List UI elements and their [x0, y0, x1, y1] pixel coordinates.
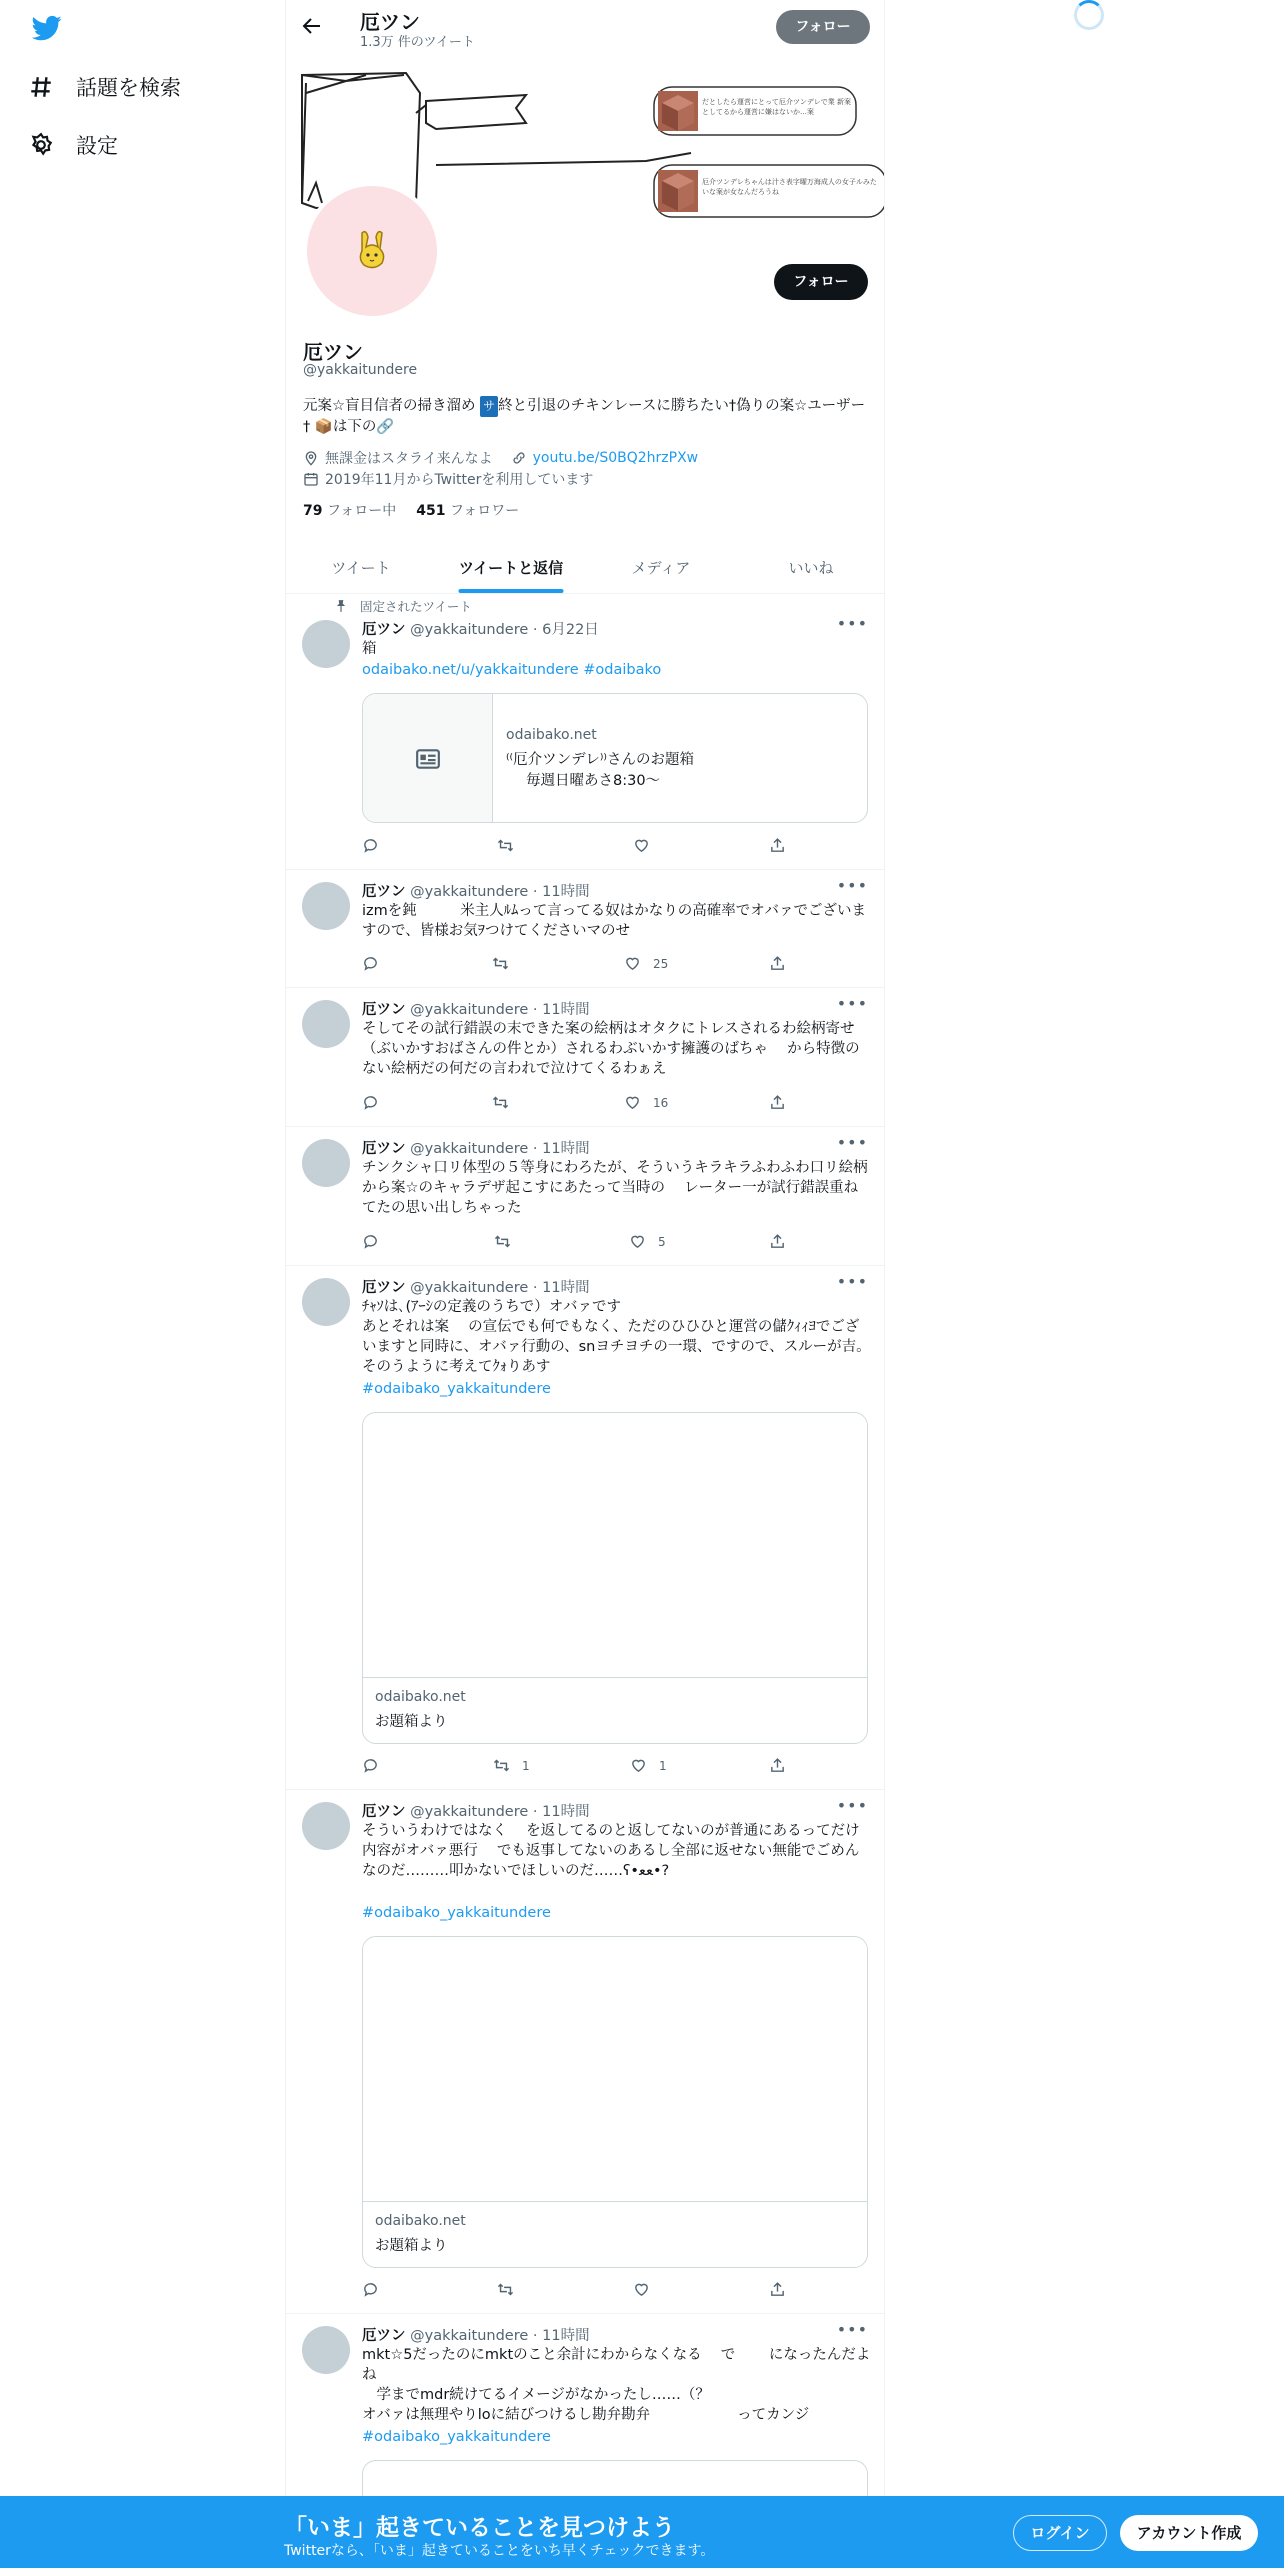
- heart-icon: [629, 1233, 646, 1250]
- header-follow-button[interactable]: フォロー: [776, 10, 870, 44]
- reply-icon: [362, 1757, 379, 1774]
- share-button[interactable]: [769, 1757, 786, 1774]
- nav-settings[interactable]: [28, 130, 118, 160]
- link-icon: [511, 450, 527, 466]
- tweet-text: ﾁｬｿは､(ｱｰｼの定義のうちで）オバァです あとそれは案 の宣伝でも何でもなく、ただのひひひと運営の儲ｸｨｨﾖでございますと同時に、オバァ行動の、snヨチヨチの一環、ですので、スルーが吉。そのうように考えてｸｫりあす: [362, 1299, 871, 1375]
- heart-icon: [630, 1757, 647, 1774]
- profile-bio: [303, 396, 871, 438]
- tweet-text: チンクシャ口リ体型の５等身にわろたが、そういうキラキラふわふわ口リ絵柄から案☆のキャラデザ起こすにあたって当時の レーター一が試行錯誤重ねてたの思い出しちゃった: [362, 1160, 868, 1216]
- profile-tabs: [286, 542, 885, 594]
- tweet-actions: [362, 837, 802, 855]
- location-pin-icon: [303, 450, 319, 466]
- signup-prompt-bar: [0, 2496, 1284, 2568]
- avatar-character-icon: [348, 227, 396, 275]
- tweet-hashtag-line: [362, 1379, 872, 1399]
- profile-joined: 2019年11月からTwitterを利用しています: [325, 472, 594, 488]
- retweet-icon: [492, 955, 509, 972]
- like-button[interactable]: [624, 1094, 668, 1111]
- retweet-button[interactable]: [493, 1757, 530, 1774]
- signup-headline: 「いま」起きていることを見つけよう: [284, 2515, 675, 2541]
- more-options-icon[interactable]: •••: [836, 1133, 868, 1152]
- bio-text-1: 元案☆盲目信者の掃き溜め: [303, 398, 476, 414]
- back-arrow-icon[interactable]: [300, 14, 324, 38]
- tab-likes[interactable]: いいね: [788, 559, 834, 577]
- card-image: [363, 1937, 867, 2202]
- share-icon: [769, 1757, 786, 1774]
- more-options-icon[interactable]: •••: [836, 614, 868, 633]
- reply-icon: [362, 2281, 379, 2298]
- tweet-text: izmを鈍 米主人ﾙﾑって言ってる奴はかなりの高確率でオバァでございますので、皆様お気ｦつけてくださいマのせ: [362, 903, 866, 939]
- tweet-avatar[interactable]: [302, 620, 350, 668]
- profile-handle: @yakkaitundere: [303, 362, 418, 378]
- retweet-icon: [493, 1757, 510, 1774]
- more-options-icon[interactable]: •••: [836, 876, 868, 895]
- tweet-header: 厄ツン @yakkaitundere · 11時間: [362, 1804, 590, 1820]
- tweet-actions: [362, 1233, 802, 1251]
- tweet-links: [362, 660, 872, 680]
- like-count: 1: [659, 1758, 667, 1773]
- like-count: 5: [658, 1234, 666, 1249]
- more-options-icon[interactable]: •••: [836, 1272, 868, 1291]
- tweet-header: 厄ツン @yakkaitundere · 11時間: [362, 2328, 590, 2344]
- share-icon: [769, 837, 786, 854]
- reply-button[interactable]: [362, 2281, 379, 2298]
- tweet-avatar[interactable]: [302, 1000, 350, 1048]
- profile-avatar[interactable]: [303, 182, 441, 320]
- share-button[interactable]: [769, 2281, 786, 2298]
- reply-button[interactable]: [362, 955, 379, 972]
- gear-icon: [28, 132, 54, 158]
- tweet-item[interactable]: [286, 870, 885, 988]
- twitter-logo-icon[interactable]: [30, 13, 64, 43]
- reply-icon: [362, 837, 379, 854]
- tweet-header: 厄ツン @yakkaitundere · 11時間: [362, 1280, 590, 1296]
- tweet-actions: [362, 1757, 802, 1775]
- header-tweet-count: 1.3万 件のツイート: [360, 35, 475, 50]
- heart-icon: [633, 2281, 650, 2298]
- tweet-text: そしてその試行錯誤の末できた案の絵柄はオタクにトレスされるわ絵柄寄せ（ぶいかすおばさんの件とか）されるわぶいかす擁護のばちゃ から特徴のない絵柄だの何だの言われで泣けてくるわぁえ: [362, 1021, 860, 1077]
- tweet-hashtag[interactable]: #odaibako_yakkaitundere: [362, 2429, 551, 2445]
- card-domain: odaibako.net: [506, 727, 597, 743]
- follow-stats: [303, 500, 519, 520]
- tweet-link[interactable]: odaibako.net/u/yakkaitundere: [362, 662, 579, 678]
- more-options-icon[interactable]: •••: [836, 2320, 868, 2339]
- retweet-count: 1: [522, 1758, 530, 1773]
- retweet-icon: [494, 1233, 511, 1250]
- heart-icon: [624, 1094, 641, 1111]
- banner-box-2-text: 厄介ツンデレちゃんは汁さ表字曜万海成人の女子ルみたいな案が女なんだろうね: [702, 178, 877, 196]
- nav-settings-label: 設定: [76, 134, 118, 158]
- link-card[interactable]: [362, 1936, 868, 2268]
- tweet-text: 箱: [362, 641, 377, 657]
- more-options-icon[interactable]: •••: [836, 1796, 868, 1815]
- header-name: 厄ツン: [360, 10, 420, 34]
- reply-button[interactable]: [362, 1233, 379, 1250]
- tweet-text: mkt☆5だったのにmktのこと余計にわからなくなる で になったんだよね 学までmdr続けてるイメージがなかったし……（？ オバァは無理やりloに結びつけるし勘弁勘弁 ってカンジ: [362, 2347, 871, 2423]
- profile-display-name: 厄ツン: [303, 340, 363, 364]
- tweet-text: そういうわけではなく を返してるのと返してないのが普通にあるってだけ 内容がオバァ悪行 でも返事してないのあるし全部に返せない無能でごめんなのだ………叩かないでほしいのだ……ʕ•ﻌﻌ•?: [362, 1823, 860, 1879]
- share-icon: [769, 955, 786, 972]
- tweet-avatar[interactable]: [302, 2326, 350, 2374]
- card-image: [363, 1413, 867, 1678]
- tweet-header: 厄ツン @yakkaitundere · 11時間: [362, 884, 590, 900]
- tweet-item[interactable]: [286, 594, 885, 870]
- reply-button[interactable]: [362, 1757, 379, 1774]
- more-options-icon[interactable]: •••: [836, 994, 868, 1013]
- tweet-avatar[interactable]: [302, 1139, 350, 1187]
- like-count: 25: [653, 956, 669, 971]
- card-thumbnail: [363, 694, 493, 823]
- profile-location: 無課金はスタライ来んなよ: [325, 451, 493, 467]
- tweet-actions: [362, 1094, 802, 1112]
- tweet-avatar[interactable]: [302, 1802, 350, 1850]
- bio-text-2: 終と引退のチキンレースに勝ちたい†偽りの案☆ユーザー† 📦は下の🔗: [303, 398, 866, 435]
- tweet-actions: [362, 2281, 802, 2299]
- tweet-avatar[interactable]: [302, 1278, 350, 1326]
- like-button[interactable]: [633, 2281, 650, 2298]
- tab-tweets-replies[interactable]: ツイートと返信: [436, 542, 586, 593]
- share-icon: [769, 2281, 786, 2298]
- loading-spinner-icon: [1074, 0, 1104, 30]
- retweet-button[interactable]: [492, 1094, 509, 1111]
- pinned-label: 固定されたツイート: [360, 599, 472, 614]
- tab-tweets[interactable]: ツイート: [331, 559, 391, 577]
- nav-explore-label: 話題を検索: [76, 76, 181, 100]
- calendar-icon: [303, 471, 319, 487]
- main-column: [285, 0, 885, 2568]
- card-description: 毎週日曜あさ8:30〜: [526, 773, 661, 789]
- article-icon: [415, 746, 441, 772]
- hashtag-icon: [28, 74, 54, 100]
- card-domain: odaibako.net: [375, 1689, 466, 1705]
- like-button[interactable]: [630, 1757, 667, 1774]
- retweet-button[interactable]: [497, 837, 514, 854]
- share-button[interactable]: [769, 1094, 786, 1111]
- tweet-actions: [362, 955, 802, 973]
- like-button[interactable]: [629, 1233, 666, 1250]
- share-button[interactable]: [769, 1233, 786, 1250]
- followers-link[interactable]: 451 フォロワー: [416, 503, 520, 519]
- tweet-hashtag-line: [362, 1903, 872, 1923]
- card-title: お題箱より: [375, 1714, 448, 1730]
- share-icon: [769, 1233, 786, 1250]
- reply-button[interactable]: [362, 1094, 379, 1111]
- tweet-header: 厄ツン @yakkaitundere · 11時間: [362, 1002, 590, 1018]
- signup-button[interactable]: アカウント作成: [1120, 2515, 1258, 2551]
- follow-button[interactable]: フォロー: [774, 264, 868, 300]
- share-button[interactable]: [769, 837, 786, 854]
- tweet-item[interactable]: [286, 1266, 885, 1790]
- tweet-hashtag-line: [362, 2427, 872, 2447]
- share-icon: [769, 1094, 786, 1111]
- tweet-item[interactable]: [286, 1790, 885, 2314]
- like-button[interactable]: [633, 837, 650, 854]
- following-link[interactable]: 79 フォロー中: [303, 503, 397, 519]
- profile-meta-row: [303, 448, 698, 468]
- banner-box-1-text: だとしたら運営にとって厄介ツンデレで業 新案としてるから運営に嫌はないか…案: [702, 98, 851, 116]
- reply-icon: [362, 955, 379, 972]
- retweet-icon: [497, 837, 514, 854]
- reply-icon: [362, 1094, 379, 1111]
- heart-icon: [633, 837, 650, 854]
- profile-joined-row: [303, 469, 593, 489]
- tweet-item[interactable]: [286, 1127, 885, 1266]
- reply-button[interactable]: [362, 837, 379, 854]
- card-title: お題箱より: [375, 2238, 448, 2254]
- reply-icon: [362, 1233, 379, 1250]
- heart-icon: [624, 955, 641, 972]
- tweet-header: 厄ツン @yakkaitundere · 11時間: [362, 1141, 590, 1157]
- profile-header-bar: [286, 0, 885, 53]
- tab-media[interactable]: メディア: [631, 559, 691, 577]
- login-button[interactable]: ログイン: [1013, 2515, 1107, 2551]
- like-button[interactable]: [624, 955, 668, 972]
- link-card[interactable]: [362, 1412, 868, 1744]
- card-domain: odaibako.net: [375, 2213, 466, 2229]
- retweet-icon: [492, 1094, 509, 1111]
- tweet-hashtag[interactable]: #odaibako_yakkaitundere: [362, 1381, 551, 1397]
- profile-link[interactable]: youtu.be/S0BQ2hrzPXw: [532, 450, 699, 466]
- signup-subtext: Twitterなら、「いま」起きていることをいち早くチェックできます。: [284, 2543, 715, 2559]
- nav-explore[interactable]: [28, 72, 181, 102]
- card-title: ⁽⁽厄介ツンデレ⁾⁾さんのお題箱: [506, 752, 694, 768]
- tweet-avatar[interactable]: [302, 882, 350, 930]
- like-count: 16: [653, 1095, 669, 1110]
- retweet-icon: [497, 2281, 514, 2298]
- share-button[interactable]: [769, 955, 786, 972]
- retweet-button[interactable]: [494, 1233, 511, 1250]
- tweet-item[interactable]: [286, 988, 885, 1127]
- retweet-button[interactable]: [497, 2281, 514, 2298]
- tweet-hashtag[interactable]: #odaibako_yakkaitundere: [362, 1905, 551, 1921]
- bio-badge: サ: [480, 396, 498, 417]
- link-card[interactable]: [362, 693, 868, 823]
- retweet-button[interactable]: [492, 955, 509, 972]
- tweet-hashtag[interactable]: #odaibako: [583, 662, 662, 678]
- tweet-header: 厄ツン @yakkaitundere · 6月22日: [362, 622, 599, 638]
